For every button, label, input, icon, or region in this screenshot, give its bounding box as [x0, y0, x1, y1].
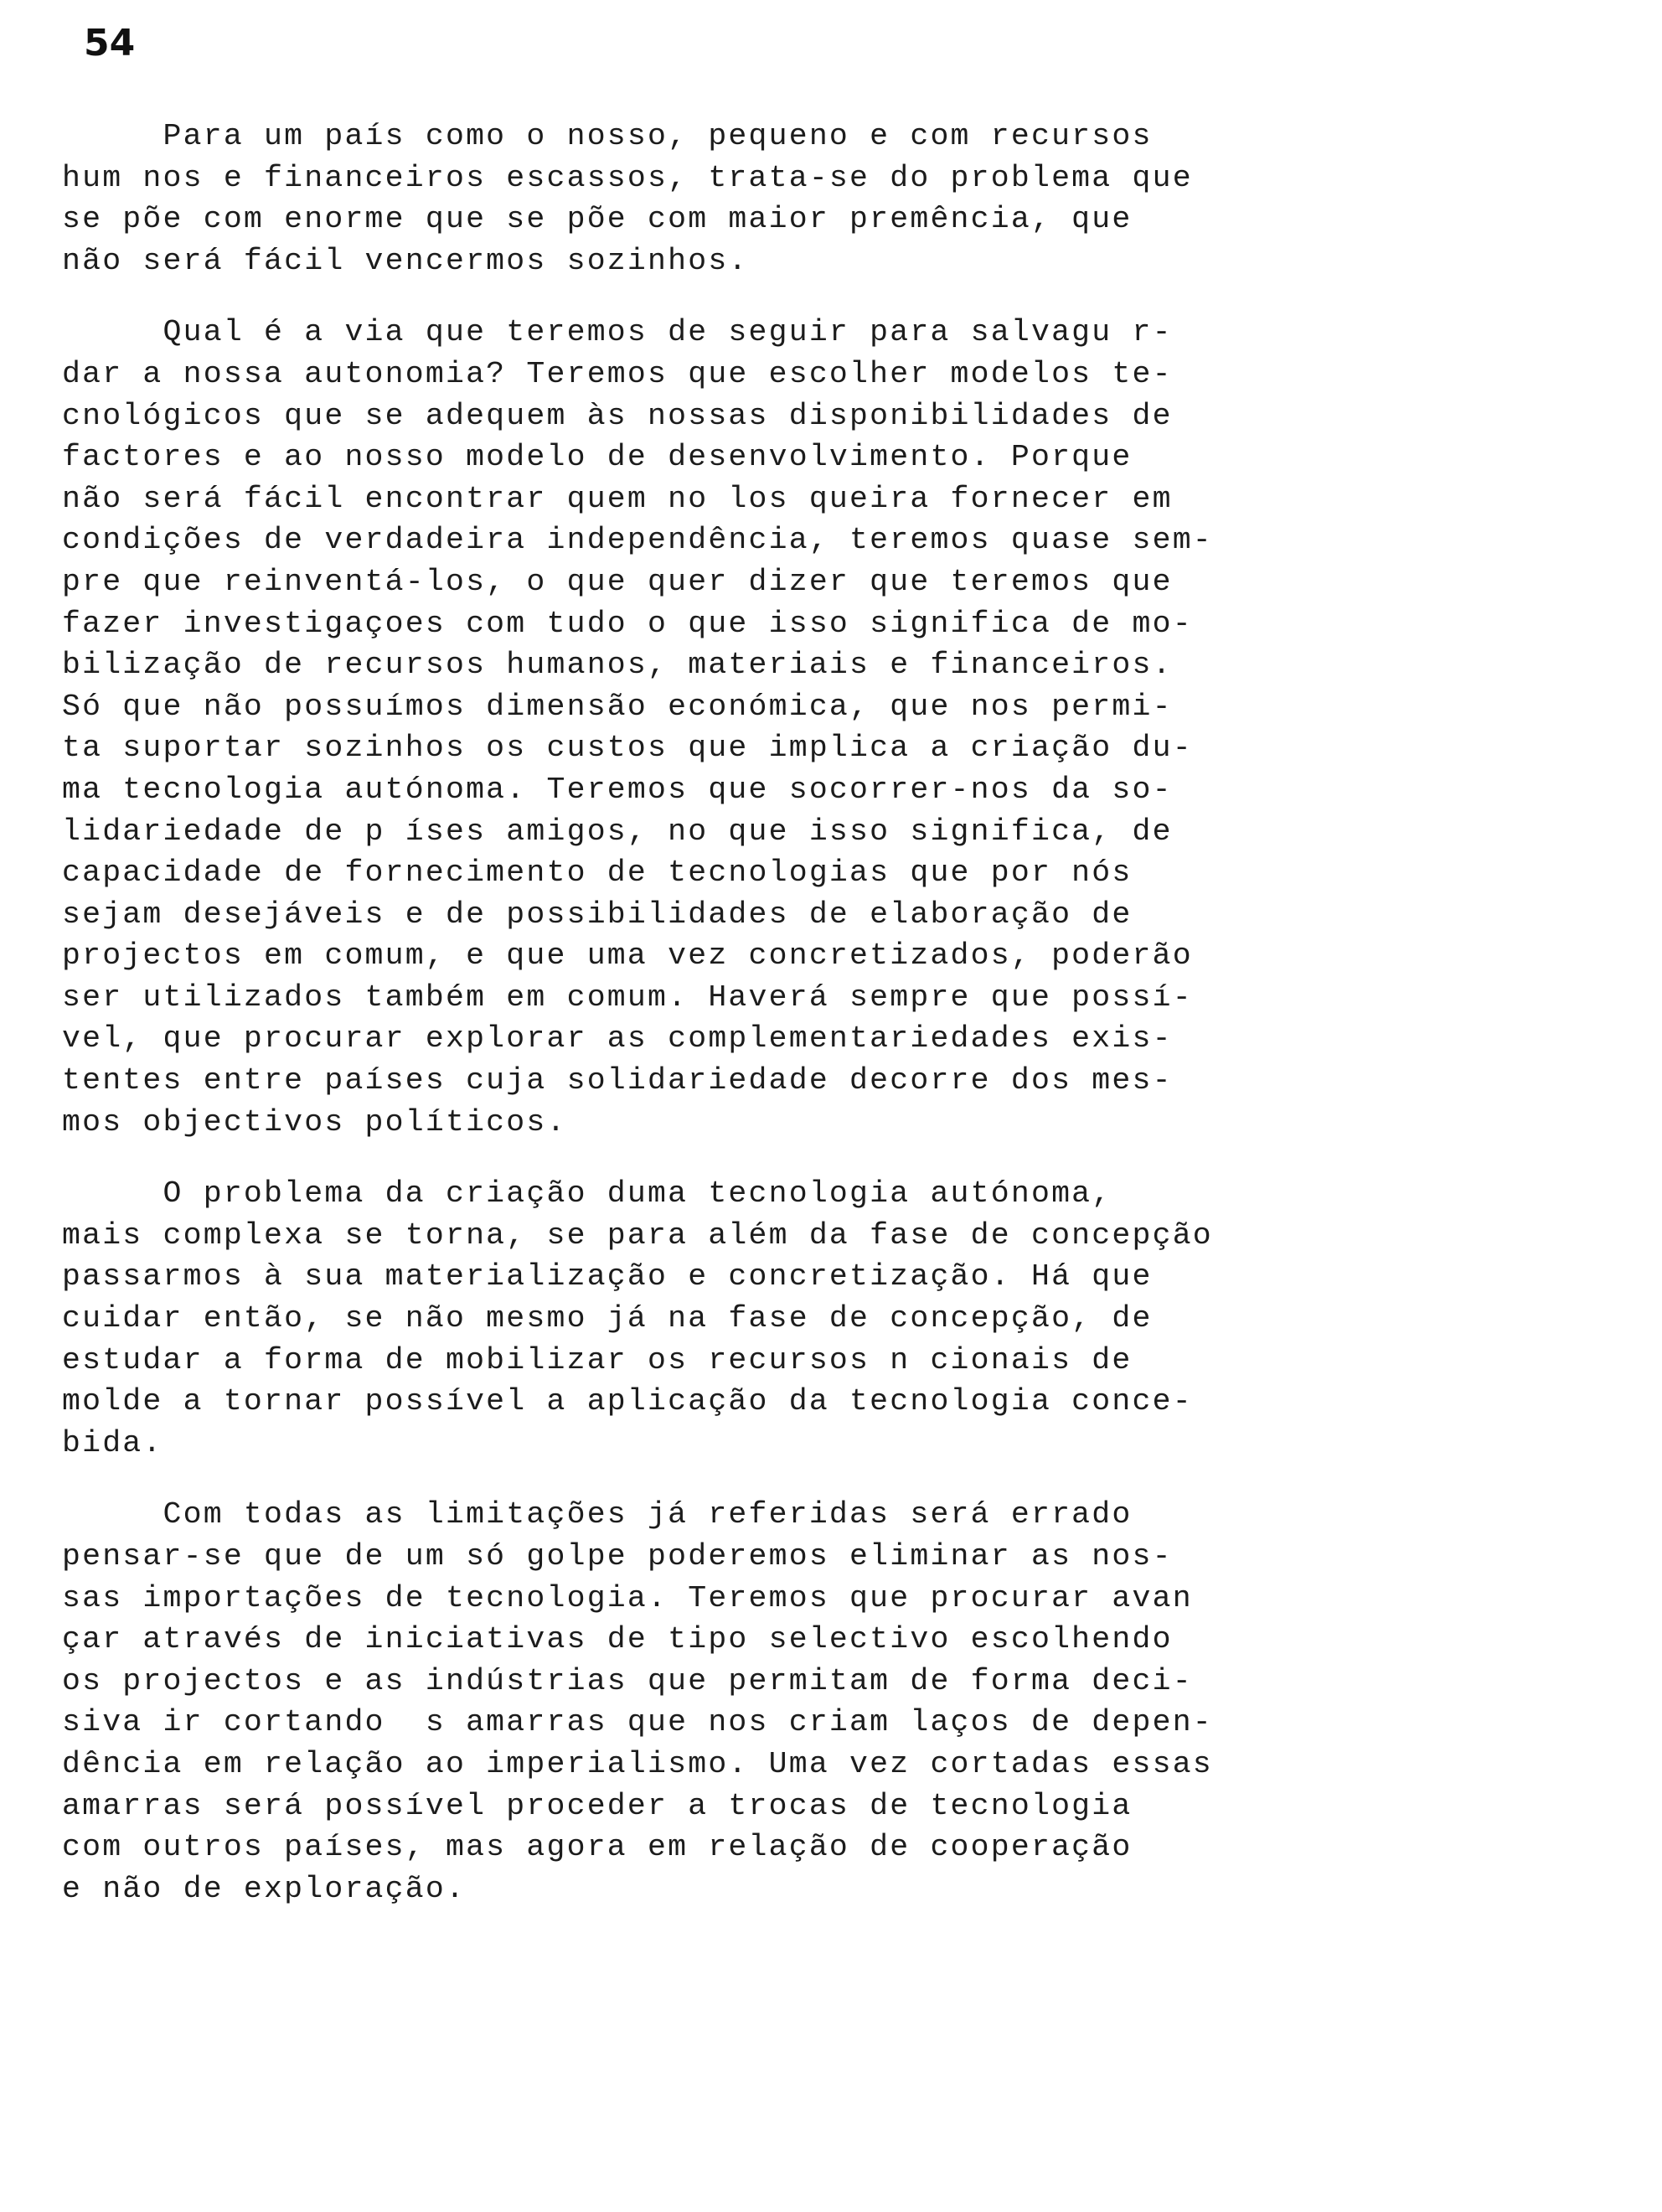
text-line: molde a tornar possível a aplicação da tecnologia conce- — [62, 1384, 1193, 1419]
text-line: siva ir cortando s amarras que nos criam laços de depen- — [62, 1705, 1213, 1740]
text-line: e não de exploração. — [62, 1871, 467, 1906]
text-line: Só que não possuímos dimensão económica, que nos permi- — [62, 689, 1173, 724]
text-line: Com todas as limitações já referidas será errado — [62, 1497, 1133, 1532]
text-line: dência em relação ao imperialismo. Uma vez cortadas essas — [62, 1746, 1213, 1781]
text-line: mos objectivos políticos. — [62, 1104, 567, 1140]
text-line: não será fácil vencermos sozinhos. — [62, 243, 749, 278]
text-line: factores e ao nosso modelo de desenvolvimento. Porque — [62, 440, 1133, 475]
text-line: os projectos e as indústrias que permitam de forma deci- — [62, 1663, 1193, 1698]
body-text — [62, 116, 1369, 1940]
text-line: lidariedade de p íses amigos, no que isso significa, de — [62, 814, 1173, 849]
text-line: bilização de recursos humanos, materiais e financeiros. — [62, 648, 1173, 683]
text-line: sas importações de tecnologia. Teremos que procurar avan — [62, 1580, 1193, 1615]
text-line: passarmos à sua materialização e concretização. Há que — [62, 1259, 1153, 1295]
text-line: mais complexa se torna, se para além da fase de concepção — [62, 1217, 1213, 1253]
text-line: vel, que procurar explorar as complementariedades exis- — [62, 1021, 1173, 1057]
text-line: bida. — [62, 1425, 163, 1460]
text-line: sejam desejáveis e de possibilidades de elaboração de — [62, 897, 1133, 932]
text-line: capacidade de fornecimento de tecnologias que por nós — [62, 855, 1133, 891]
text-line: hum nos e financeiros escassos, trata-se do problema que — [62, 160, 1193, 195]
text-line: Para um país como o nosso, pequeno e com recursos — [62, 119, 1153, 153]
text-line: çar através de iniciativas de tipo selectivo escolhendo — [62, 1622, 1173, 1657]
page-number: 54 — [84, 22, 136, 65]
text-line: se põe com enorme que se põe com maior premência, que — [62, 202, 1133, 237]
text-line: estudar a forma de mobilizar os recursos n cionais de — [62, 1342, 1133, 1377]
text-line: tentes entre países cuja solidariedade decorre dos mes- — [62, 1063, 1173, 1098]
paragraph-4 — [62, 1494, 1369, 1910]
text-line: fazer investigaçoes com tudo o que isso significa de mo- — [62, 606, 1193, 641]
text-line: ta suportar sozinhos os custos que implica a criação du- — [62, 731, 1193, 766]
text-line: projectos em comum, e que uma vez concretizados, poderão — [62, 938, 1193, 974]
text-line: amarras será possível proceder a trocas de tecnologia — [62, 1788, 1133, 1823]
text-line: com outros países, mas agora em relação de cooperação — [62, 1830, 1133, 1865]
text-line: ser utilizados também em comum. Haverá sempre que possí- — [62, 979, 1193, 1015]
paragraph-1 — [62, 116, 1369, 282]
text-line: pensar-se que de um só golpe poderemos eliminar as nos- — [62, 1539, 1173, 1574]
text-line: cuidar então, se não mesmo já na fase de concepção, de — [62, 1301, 1153, 1336]
paragraph-2 — [62, 312, 1369, 1143]
paragraph-3 — [62, 1173, 1369, 1464]
text-line: não será fácil encontrar quem no los queira fornecer em — [62, 481, 1173, 516]
text-line: dar a nossa autonomia? Teremos que escolher modelos te- — [62, 356, 1173, 391]
text-line: ma tecnologia autónoma. Teremos que socorrer-nos da so- — [62, 772, 1173, 807]
text-line: pre que reinventá-los, o que quer dizer que teremos que — [62, 564, 1173, 599]
text-line: condições de verdadeira independência, teremos quase sem- — [62, 523, 1213, 558]
text-line: Qual é a via que teremos de seguir para salvagu r- — [62, 315, 1173, 350]
text-line: cnológicos que se adequem às nossas disponibilidades de — [62, 398, 1173, 433]
text-line: O problema da criação duma tecnologia autónoma, — [62, 1176, 1112, 1212]
